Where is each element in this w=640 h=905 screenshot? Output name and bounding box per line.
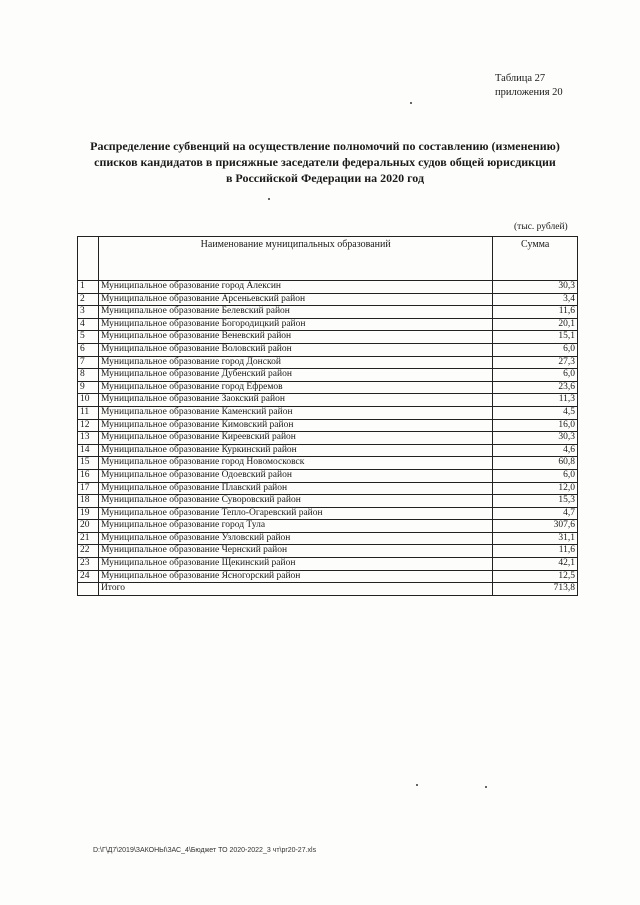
table-row xyxy=(78,419,578,432)
scan-speck xyxy=(485,786,487,788)
row-number-cell: 19 xyxy=(78,507,99,520)
row-number-cell: 14 xyxy=(78,444,99,457)
row-name-cell: Муниципальное образование город Ефремов xyxy=(98,381,493,394)
units-label: (тыс. рублей) xyxy=(514,222,568,232)
row-name-cell: Муниципальное образование Киреевский район xyxy=(98,432,493,445)
row-sum-cell: 6,0 xyxy=(493,343,578,356)
row-sum-cell: 15,1 xyxy=(493,331,578,344)
header-name-cell: Наименование муниципальных образований xyxy=(98,237,493,281)
row-name-cell: Муниципальное образование Узловский район xyxy=(98,532,493,545)
row-name-cell: Муниципальное образование Дубенский район xyxy=(98,369,493,382)
row-sum-cell: 4,7 xyxy=(493,507,578,520)
row-number-cell: 15 xyxy=(78,457,99,470)
row-name-cell: Муниципальное образование Заокский район xyxy=(98,394,493,407)
title-line-2: списков кандидатов в присяжные заседатели федеральных судов общей юрисдикции xyxy=(94,155,556,169)
row-number-cell: 21 xyxy=(78,532,99,545)
table-header-row xyxy=(78,237,578,281)
title-line-3: в Российской Федерации на 2020 год xyxy=(225,171,425,185)
row-name-cell: Муниципальное образование Суворовский район xyxy=(98,495,493,508)
row-number-cell: 6 xyxy=(78,343,99,356)
table-reference xyxy=(495,72,563,100)
row-number-cell: 24 xyxy=(78,570,99,583)
row-name-cell: Муниципальное образование Тепло-Огаревский район xyxy=(98,507,493,520)
table-row xyxy=(78,306,578,319)
row-number-cell: 23 xyxy=(78,558,99,571)
scan-speck xyxy=(416,784,418,786)
row-name-cell: Муниципальное образование Одоевский район xyxy=(98,469,493,482)
row-number-cell: 17 xyxy=(78,482,99,495)
table-row xyxy=(78,444,578,457)
row-name-cell: Муниципальное образование город Новомосковск xyxy=(98,457,493,470)
row-name-cell: Муниципальное образование город Тула xyxy=(98,520,493,533)
table-row xyxy=(78,507,578,520)
row-number-cell: 3 xyxy=(78,306,99,319)
table-row xyxy=(78,482,578,495)
total-number-cell xyxy=(78,583,99,596)
row-name-cell: Муниципальное образование Щекинский район xyxy=(98,558,493,571)
row-number-cell: 7 xyxy=(78,356,99,369)
row-sum-cell: 11,6 xyxy=(493,545,578,558)
row-sum-cell: 60,8 xyxy=(493,457,578,470)
row-number-cell: 1 xyxy=(78,281,99,294)
document-title xyxy=(60,138,590,186)
row-sum-cell: 30,3 xyxy=(493,432,578,445)
row-sum-cell: 23,6 xyxy=(493,381,578,394)
appendix-number-label: приложения 20 xyxy=(495,87,563,98)
table-row xyxy=(78,570,578,583)
row-sum-cell: 16,0 xyxy=(493,419,578,432)
table-row xyxy=(78,495,578,508)
table-row xyxy=(78,369,578,382)
row-sum-cell: 11,3 xyxy=(493,394,578,407)
row-sum-cell: 31,1 xyxy=(493,532,578,545)
row-sum-cell: 3,4 xyxy=(493,293,578,306)
subsidy-table xyxy=(77,236,578,596)
row-number-cell: 9 xyxy=(78,381,99,394)
row-sum-cell: 4,5 xyxy=(493,406,578,419)
header-number-cell xyxy=(78,237,99,281)
row-number-cell: 10 xyxy=(78,394,99,407)
row-sum-cell: 307,6 xyxy=(493,520,578,533)
row-number-cell: 11 xyxy=(78,406,99,419)
row-sum-cell: 27,3 xyxy=(493,356,578,369)
table-row xyxy=(78,394,578,407)
row-number-cell: 4 xyxy=(78,318,99,331)
row-sum-cell: 6,0 xyxy=(493,469,578,482)
row-name-cell: Муниципальное образование Кимовский район xyxy=(98,419,493,432)
table-row xyxy=(78,331,578,344)
row-number-cell: 8 xyxy=(78,369,99,382)
total-row xyxy=(78,583,578,596)
row-name-cell: Муниципальное образование Ясногорский район xyxy=(98,570,493,583)
row-name-cell: Муниципальное образование город Алексин xyxy=(98,281,493,294)
row-name-cell: Муниципальное образование Чернский район xyxy=(98,545,493,558)
table-row xyxy=(78,520,578,533)
row-name-cell: Муниципальное образование Плавский район xyxy=(98,482,493,495)
header-sum-cell: Сумма xyxy=(493,237,578,281)
row-sum-cell: 11,6 xyxy=(493,306,578,319)
total-label-cell: Итого xyxy=(98,583,493,596)
table-number-label: Таблица 27 xyxy=(495,73,546,84)
row-number-cell: 22 xyxy=(78,545,99,558)
table-row xyxy=(78,432,578,445)
table-row xyxy=(78,343,578,356)
row-name-cell: Муниципальное образование Белевский район xyxy=(98,306,493,319)
row-number-cell: 18 xyxy=(78,495,99,508)
table-row xyxy=(78,318,578,331)
row-sum-cell: 30,3 xyxy=(493,281,578,294)
row-number-cell: 16 xyxy=(78,469,99,482)
table-row xyxy=(78,558,578,571)
row-sum-cell: 4,6 xyxy=(493,444,578,457)
row-name-cell: Муниципальное образование город Донской xyxy=(98,356,493,369)
file-path-footer: D:\Г\Д7\2019\ЗАКОНЫ\ЗАС_4\Бюджет ТО 2020-2022_3 чт\pr20-27.xls xyxy=(93,847,317,854)
row-name-cell: Муниципальное образование Арсеньевский район xyxy=(98,293,493,306)
title-line-1: Распределение субвенций на осуществление полномочий по составлению (изменению) xyxy=(90,139,560,153)
row-sum-cell: 12,0 xyxy=(493,482,578,495)
table-row xyxy=(78,469,578,482)
table-row xyxy=(78,281,578,294)
row-sum-cell: 12,5 xyxy=(493,570,578,583)
scan-speck xyxy=(410,102,412,104)
total-sum-cell: 713,8 xyxy=(493,583,578,596)
row-name-cell: Муниципальное образование Каменский район xyxy=(98,406,493,419)
table-row xyxy=(78,457,578,470)
row-sum-cell: 15,3 xyxy=(493,495,578,508)
table-row xyxy=(78,545,578,558)
table-row xyxy=(78,406,578,419)
row-name-cell: Муниципальное образование Богородицкий район xyxy=(98,318,493,331)
scan-speck xyxy=(268,198,270,200)
row-sum-cell: 20,1 xyxy=(493,318,578,331)
table-row xyxy=(78,381,578,394)
row-sum-cell: 42,1 xyxy=(493,558,578,571)
row-name-cell: Муниципальное образование Куркинский район xyxy=(98,444,493,457)
row-number-cell: 5 xyxy=(78,331,99,344)
row-number-cell: 20 xyxy=(78,520,99,533)
table-row xyxy=(78,293,578,306)
row-number-cell: 2 xyxy=(78,293,99,306)
row-sum-cell: 6,0 xyxy=(493,369,578,382)
table-row xyxy=(78,356,578,369)
row-number-cell: 13 xyxy=(78,432,99,445)
row-number-cell: 12 xyxy=(78,419,99,432)
row-name-cell: Муниципальное образование Воловский район xyxy=(98,343,493,356)
table-row xyxy=(78,532,578,545)
row-name-cell: Муниципальное образование Веневский район xyxy=(98,331,493,344)
